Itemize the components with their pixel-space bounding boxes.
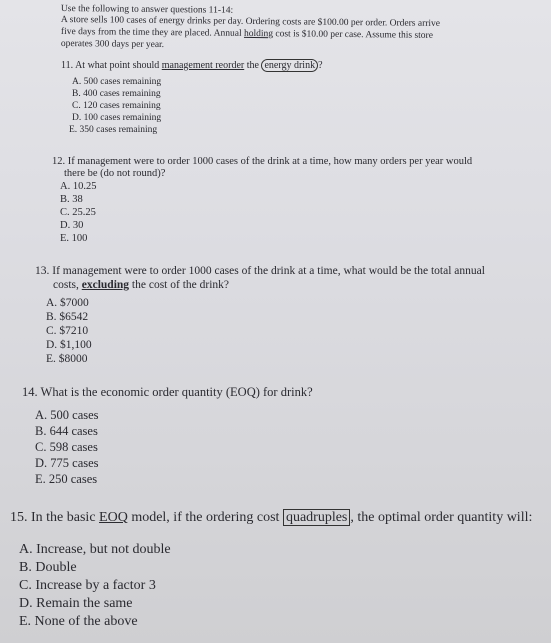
q11-start: 11. At what point should [61, 60, 160, 71]
q15-boxed: quadruples [283, 509, 350, 526]
q11-option-e: E. 350 cases remaining [69, 125, 158, 135]
question-11 [61, 60, 323, 71]
q14-option-e: E. 250 cases [35, 472, 98, 486]
q11-option-b: B. 400 cases remaining [72, 89, 161, 99]
q14-option-a: A. 500 cases [35, 408, 99, 422]
question-13-line-2 [53, 279, 229, 292]
q12-option-b: B. 38 [60, 194, 83, 205]
question-12-line-2: there be (do not round)? [64, 168, 166, 179]
q15-option-e: E. None of the above [19, 614, 138, 629]
q11-mid: the [246, 60, 259, 71]
q15-option-b: B. Double [19, 560, 77, 575]
intro-line-4: operates 300 days per year. [60, 39, 165, 51]
q13-end: the cost of the drink? [131, 279, 230, 291]
q14-option-b: B. 644 cases [35, 424, 98, 438]
q12-option-e: E. 100 [60, 233, 88, 244]
intro-line-3-end: cost is $10.00 per case. Assume this store [275, 29, 433, 41]
q15-mid: model, if the ordering cost [131, 510, 280, 525]
q11-underlined: management reorder [161, 60, 245, 71]
q15-option-c: C. Increase by a factor 3 [19, 578, 156, 593]
question-12-line-1: 12. If management were to order 1000 cases of the drink at a time, how many orders per year would [52, 156, 473, 167]
q15-end: , the optimal order quantity will: [350, 510, 533, 525]
q13-option-a: A. $7000 [46, 297, 89, 309]
q12-option-c: C. 25.25 [60, 207, 96, 218]
q11-circled: energy drink [261, 59, 318, 72]
q11-option-c: C. 120 cases remaining [72, 101, 161, 111]
intro-line-2: A store sells 100 cases of energy drinks per day. Ordering costs are $100.00 per order. Orders arrive [60, 15, 441, 29]
q14-option-d: D. 775 cases [35, 456, 99, 470]
question-13-line-1: 13. If management were to order 1000 cases of the drink at a time, what would be the total annual [35, 265, 485, 277]
q15-start: 15. In the basic [10, 510, 96, 525]
holding-underlined: holding [243, 28, 274, 40]
q15-option-d: D. Remain the same [19, 596, 133, 611]
question-15 [10, 510, 532, 525]
q11-option-a: A. 500 cases remaining [72, 77, 162, 87]
q15-eoq-underlined: EOQ [99, 510, 128, 525]
q13-option-d: D. $1,100 [46, 339, 92, 351]
q13-excluding: excluding [81, 279, 130, 291]
question-14: 14. What is the economic order quantity (EOQ) for drink? [22, 385, 313, 399]
q14-option-c: C. 598 cases [35, 440, 98, 454]
q15-option-a: A. Increase, but not double [19, 542, 171, 557]
q13-start: costs, [53, 279, 79, 291]
q12-option-d: D. 30 [60, 220, 84, 231]
q13-option-b: B. $6542 [46, 311, 89, 323]
q12-option-a: A. 10.25 [60, 181, 97, 192]
q13-option-e: E. $8000 [46, 353, 88, 365]
q13-option-c: C. $7210 [46, 325, 89, 337]
intro-line-1: Use the following to answer questions 11-14: [60, 4, 234, 16]
q11-option-d: D. 100 cases remaining [72, 113, 162, 123]
q11-end: ? [318, 60, 323, 71]
intro-line-3-start: five days from the time they are placed. Annual [60, 27, 242, 39]
